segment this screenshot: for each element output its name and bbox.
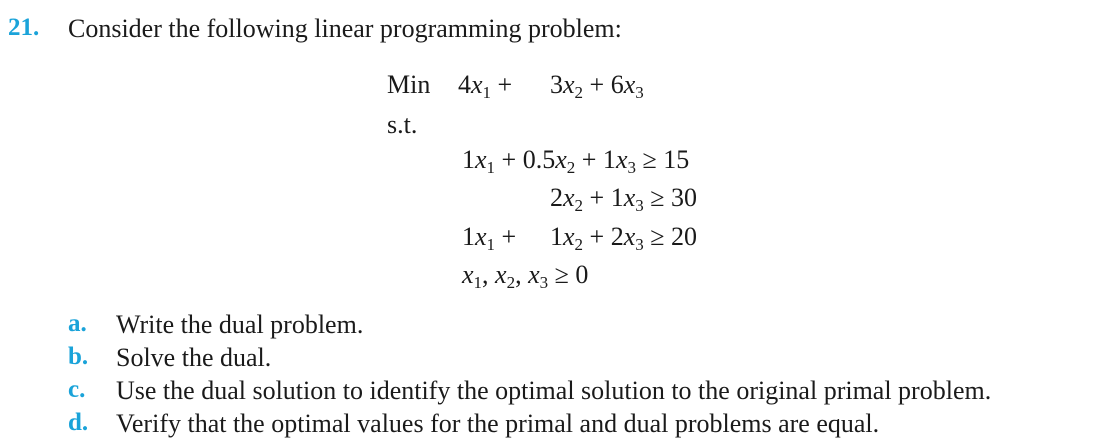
constraint-3-first: $1x_1$ + bbox=[462, 222, 517, 254]
objective-term-1: $4x_1$ + bbox=[458, 70, 513, 102]
part-letter: c. bbox=[68, 376, 86, 403]
part-letter: b. bbox=[68, 343, 89, 370]
part-letter: d. bbox=[68, 409, 89, 436]
constraint-3-rest: $1x_2 + 2x_3 \ge 20$ bbox=[550, 222, 698, 254]
problem-intro: Consider the following linear programming problem: bbox=[68, 14, 622, 43]
min-label: Min bbox=[387, 70, 431, 99]
part-text: Verify that the optimal values for the primal and dual problems are equal. bbox=[116, 409, 880, 438]
constraint-2: $2x_2 + 1x_3 \ge 30$ bbox=[550, 183, 698, 215]
objective-term-2: $3x_2 + 6x_3$ bbox=[550, 70, 644, 102]
part-text: Write the dual problem. bbox=[116, 310, 364, 339]
nonnegativity-constraint: $x_1$, $x_2$, $x_3 \ge 0$ bbox=[462, 260, 589, 292]
part-text: Use the dual solution to identify the optimal solution to the original primal problem. bbox=[116, 376, 992, 405]
part-letter: a. bbox=[68, 310, 87, 337]
constraint-1: $1x_1 + 0.5x_2 + 1x_3 \ge 15$ bbox=[462, 145, 690, 177]
subject-to-label: s.t. bbox=[387, 110, 418, 139]
part-text: Solve the dual. bbox=[116, 343, 272, 372]
problem-number: 21. bbox=[8, 14, 40, 41]
